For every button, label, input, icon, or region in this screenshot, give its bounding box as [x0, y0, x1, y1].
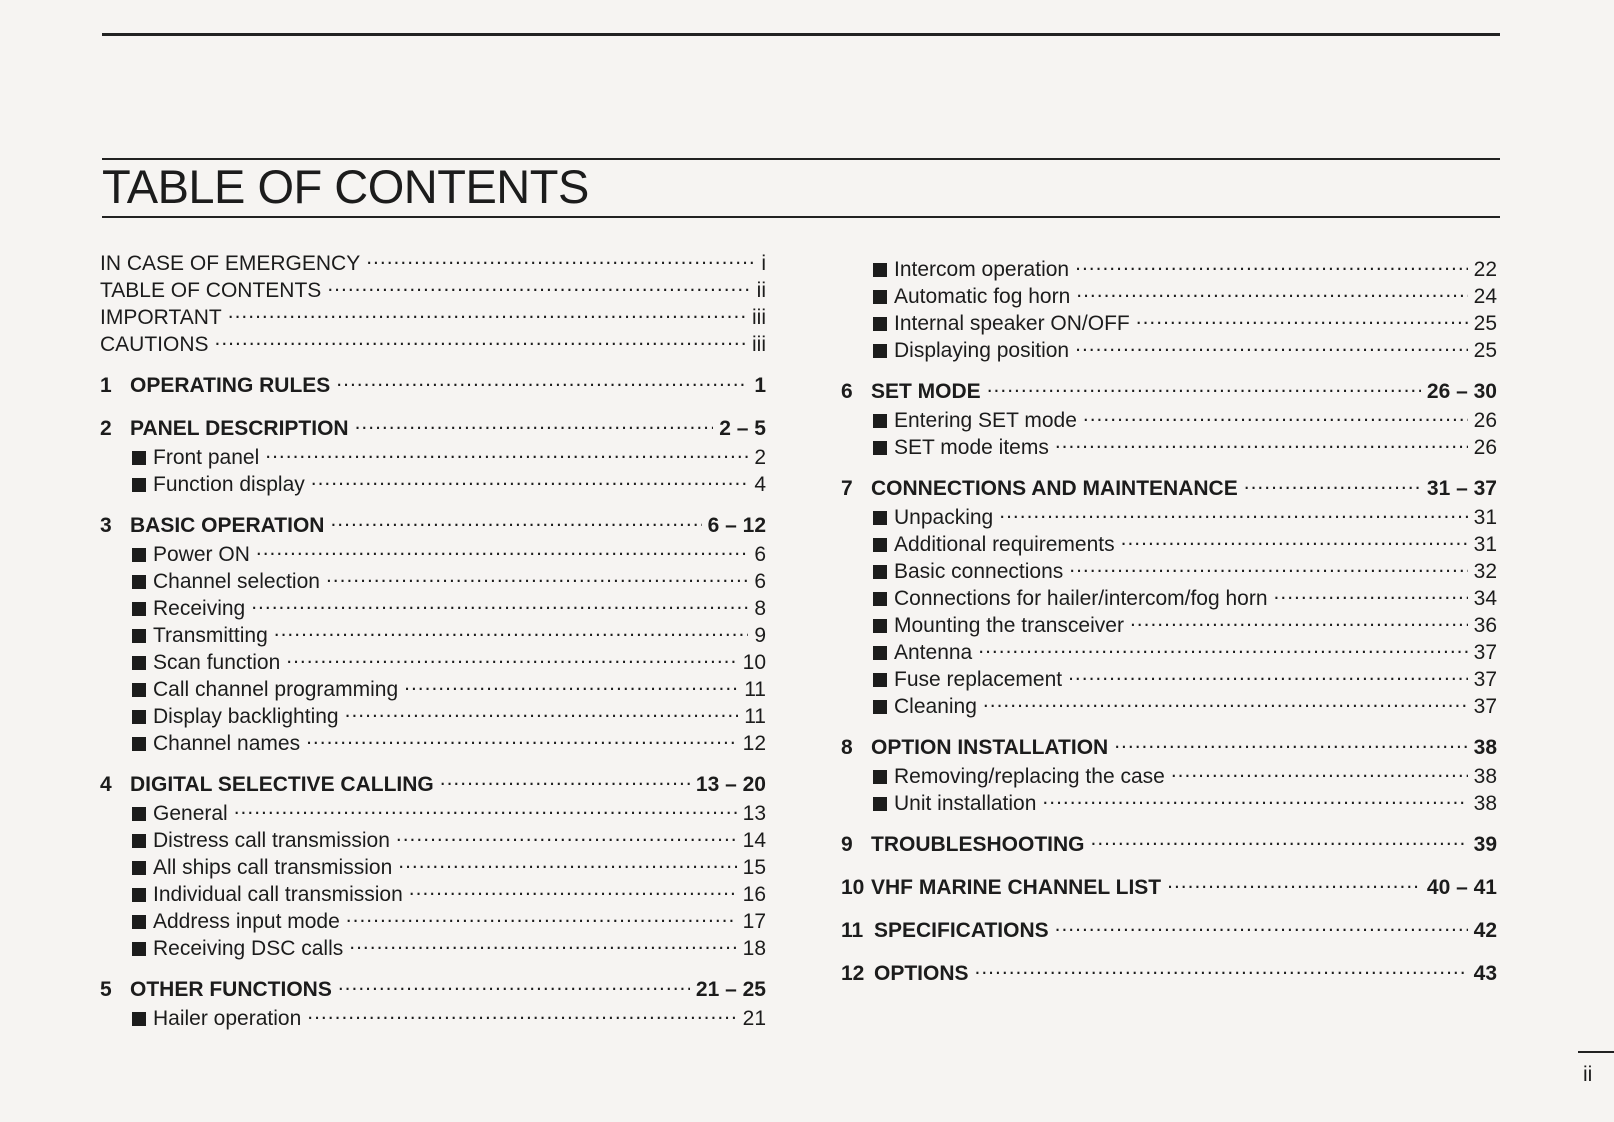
toc-subentry[interactable]	[100, 541, 766, 568]
leader-dots	[330, 512, 701, 532]
square-bullet-icon	[873, 673, 887, 687]
section-label: OPTIONS	[874, 962, 969, 985]
subentry-label: Intercom operation	[894, 258, 1070, 281]
toc-subentry[interactable]	[833, 763, 1497, 790]
subentry-page: 18	[742, 937, 766, 960]
toc-subentry[interactable]	[100, 908, 766, 935]
leader-dots	[1167, 874, 1421, 894]
toc-entry-page: iii	[752, 333, 766, 356]
toc-entry-label: TABLE OF CONTENTS	[100, 279, 322, 302]
section-label: VHF MARINE CHANNEL LIST	[871, 876, 1162, 899]
subentry-page: 14	[742, 829, 766, 852]
subentry-page: 8	[754, 597, 766, 620]
square-bullet-icon	[132, 602, 146, 616]
subentry-page: 37	[1473, 641, 1497, 664]
subentry-page: 10	[742, 651, 766, 674]
leader-dots	[978, 639, 1467, 659]
toc-section-9[interactable]	[833, 831, 1497, 860]
section-page: 43	[1473, 962, 1497, 985]
square-bullet-icon	[873, 263, 887, 277]
subentry-label: Additional requirements	[894, 533, 1115, 556]
leader-dots	[265, 444, 748, 464]
toc-section-4[interactable]	[100, 771, 766, 800]
toc-subentry[interactable]	[100, 854, 766, 881]
toc-entry-page: ii	[756, 279, 766, 302]
toc-right-column	[833, 256, 1497, 989]
section-number: 6	[841, 380, 853, 403]
leader-dots	[311, 471, 749, 491]
subentry-page: 13	[742, 802, 766, 825]
subentry-label: Power ON	[153, 543, 250, 566]
toc-entry-label: IMPORTANT	[100, 306, 222, 329]
subentry-page: 37	[1473, 695, 1497, 718]
leader-dots	[987, 378, 1421, 398]
section-label: OTHER FUNCTIONS	[130, 978, 332, 1001]
toc-subentry[interactable]	[100, 881, 766, 908]
toc-section-5[interactable]	[100, 976, 766, 1005]
subentry-label: Fuse replacement	[894, 668, 1063, 691]
leader-dots	[228, 304, 746, 324]
subentry-label: Front panel	[153, 446, 260, 469]
square-bullet-icon	[132, 548, 146, 562]
section-label: CONNECTIONS AND MAINTENANCE	[871, 477, 1238, 500]
square-bullet-icon	[873, 619, 887, 633]
square-bullet-icon	[132, 915, 146, 929]
subentry-page: 24	[1473, 285, 1497, 308]
leader-dots	[999, 504, 1467, 524]
toc-subentry[interactable]	[100, 703, 766, 730]
toc-subentry[interactable]	[833, 283, 1497, 310]
toc-subentry[interactable]	[100, 622, 766, 649]
toc-subentry[interactable]	[833, 790, 1497, 817]
subentry-page: 15	[742, 856, 766, 879]
toc-section-2[interactable]	[100, 415, 766, 444]
title-rule-bottom	[102, 216, 1500, 218]
subentry-page: 38	[1473, 765, 1497, 788]
toc-subentry[interactable]	[833, 337, 1497, 364]
subentry-page: 12	[742, 732, 766, 755]
square-bullet-icon	[873, 592, 887, 606]
leader-dots	[983, 693, 1468, 713]
toc-subentry[interactable]	[833, 639, 1497, 666]
subentry-label: Channel selection	[153, 570, 320, 593]
leader-dots	[1114, 734, 1467, 754]
section-page: 1	[754, 374, 766, 397]
leader-dots	[396, 827, 737, 847]
toc-entry-label: CAUTIONS	[100, 333, 209, 356]
toc-subentry[interactable]	[833, 407, 1497, 434]
subentry-label: SET mode items	[894, 436, 1049, 459]
subentry-label: Channel names	[153, 732, 301, 755]
leader-dots	[274, 622, 749, 642]
square-bullet-icon	[132, 451, 146, 465]
square-bullet-icon	[873, 290, 887, 304]
toc-subentry[interactable]	[833, 558, 1497, 585]
section-number: 9	[841, 833, 853, 856]
toc-subentry[interactable]	[833, 531, 1497, 558]
subentry-label: Entering SET mode	[894, 409, 1077, 432]
toc-subentry[interactable]	[100, 935, 766, 962]
subentry-label: Basic connections	[894, 560, 1064, 583]
section-number: 3	[100, 514, 112, 537]
section-number: 11	[841, 919, 864, 942]
toc-subentry[interactable]	[100, 444, 766, 471]
subentry-page: 37	[1473, 668, 1497, 691]
page-number-rule	[1578, 1051, 1614, 1053]
leader-dots	[1121, 531, 1468, 551]
subentry-label: Call channel programming	[153, 678, 399, 701]
toc-left-column	[100, 250, 766, 1032]
leader-dots	[1274, 585, 1468, 605]
section-number: 10	[841, 876, 865, 899]
subentry-label: Removing/replacing the case	[894, 765, 1165, 788]
leader-dots	[345, 703, 739, 723]
toc-subentry[interactable]	[100, 676, 766, 703]
toc-subentry[interactable]	[100, 827, 766, 854]
square-bullet-icon	[873, 538, 887, 552]
subentry-page: 6	[754, 543, 766, 566]
toc-section-12[interactable]	[833, 960, 1497, 989]
leader-dots	[404, 676, 738, 696]
toc-section-6[interactable]	[833, 378, 1497, 407]
toc-subentry[interactable]	[833, 504, 1497, 531]
section-number: 4	[100, 773, 112, 796]
subentry-page: 38	[1473, 792, 1497, 815]
leader-dots	[1075, 337, 1468, 357]
square-bullet-icon	[873, 797, 887, 811]
section-label: OPERATING RULES	[130, 374, 331, 397]
leader-dots	[1068, 666, 1468, 686]
subentry-page: 17	[742, 910, 766, 933]
subentry-label: Hailer operation	[153, 1007, 302, 1030]
toc-entry[interactable]	[100, 304, 766, 331]
toc-entry[interactable]	[100, 250, 766, 277]
subentry-page: 25	[1473, 312, 1497, 335]
section-number: 8	[841, 736, 853, 759]
section-page: 6 – 12	[707, 514, 766, 537]
leader-dots	[1069, 558, 1467, 578]
section-label: OPTION INSTALLATION	[871, 736, 1109, 759]
leader-dots	[326, 568, 748, 588]
toc-subentry[interactable]	[833, 693, 1497, 720]
leader-dots	[1055, 434, 1468, 454]
toc-entry-label: IN CASE OF EMERGENCY	[100, 252, 361, 275]
square-bullet-icon	[132, 656, 146, 670]
subentry-page: 4	[754, 473, 766, 496]
toc-section-1[interactable]	[100, 372, 766, 401]
square-bullet-icon	[132, 710, 146, 724]
subentry-label: Function display	[153, 473, 305, 496]
toc-entry-page: iii	[752, 306, 766, 329]
leader-dots	[1244, 475, 1421, 495]
subentry-page: 11	[744, 678, 766, 701]
leader-dots	[336, 372, 748, 392]
section-page: 38	[1473, 736, 1497, 759]
section-number: 1	[100, 374, 112, 397]
toc-subentry[interactable]	[100, 800, 766, 827]
leader-dots	[366, 250, 755, 270]
leader-dots	[251, 595, 748, 615]
section-number: 7	[841, 477, 853, 500]
toc-section-3[interactable]	[100, 512, 766, 541]
square-bullet-icon	[132, 683, 146, 697]
leader-dots	[1055, 917, 1468, 937]
leader-dots	[349, 935, 736, 955]
page-number: ii	[1583, 1063, 1593, 1086]
toc-section-7[interactable]	[833, 475, 1497, 504]
leader-dots	[346, 908, 737, 928]
section-page: 13 – 20	[695, 773, 766, 796]
square-bullet-icon	[873, 344, 887, 358]
leader-dots	[1042, 790, 1467, 810]
square-bullet-icon	[132, 942, 146, 956]
leader-dots	[975, 960, 1468, 980]
subentry-page: 6	[754, 570, 766, 593]
toc-entry-page: i	[761, 252, 766, 275]
toc-subentry[interactable]	[833, 256, 1497, 283]
toc-subentry[interactable]	[833, 666, 1497, 693]
toc-subentry[interactable]	[100, 649, 766, 676]
square-bullet-icon	[132, 478, 146, 492]
square-bullet-icon	[132, 888, 146, 902]
toc-section-11[interactable]	[833, 917, 1497, 946]
square-bullet-icon	[132, 575, 146, 589]
leader-dots	[355, 415, 714, 435]
toc-subentry[interactable]	[100, 471, 766, 498]
leader-dots	[409, 881, 737, 901]
leader-dots	[256, 541, 748, 561]
toc-subentry[interactable]	[100, 595, 766, 622]
subentry-label: Scan function	[153, 651, 281, 674]
section-number: 12	[841, 962, 865, 985]
toc-subentry[interactable]	[833, 612, 1497, 639]
square-bullet-icon	[132, 834, 146, 848]
square-bullet-icon	[873, 511, 887, 525]
toc-subentry[interactable]	[833, 310, 1497, 337]
toc-subentry[interactable]	[100, 730, 766, 757]
leader-dots	[1075, 256, 1468, 276]
square-bullet-icon	[873, 317, 887, 331]
subentry-label: Connections for hailer/intercom/fog horn	[894, 587, 1268, 610]
section-label: TROUBLESHOOTING	[871, 833, 1085, 856]
leader-dots	[1130, 612, 1468, 632]
section-label: PANEL DESCRIPTION	[130, 417, 349, 440]
section-page: 21 – 25	[695, 978, 766, 1001]
square-bullet-icon	[132, 861, 146, 875]
section-number: 5	[100, 978, 112, 1001]
toc-entry[interactable]	[100, 331, 766, 358]
square-bullet-icon	[873, 700, 887, 714]
square-bullet-icon	[132, 737, 146, 751]
section-label: DIGITAL SELECTIVE CALLING	[130, 773, 434, 796]
subentry-page: 26	[1473, 409, 1497, 432]
subentry-page: 25	[1473, 339, 1497, 362]
subentry-label: Address input mode	[153, 910, 340, 933]
subentry-page: 11	[744, 705, 766, 728]
section-page: 39	[1473, 833, 1497, 856]
square-bullet-icon	[873, 441, 887, 455]
section-label: SPECIFICATIONS	[874, 919, 1049, 942]
section-number: 2	[100, 417, 112, 440]
subentry-label: All ships call transmission	[153, 856, 393, 879]
square-bullet-icon	[873, 565, 887, 579]
square-bullet-icon	[132, 629, 146, 643]
toc-subentry[interactable]	[100, 568, 766, 595]
leader-dots	[398, 854, 736, 874]
square-bullet-icon	[132, 1012, 146, 1026]
leader-dots	[1091, 831, 1468, 851]
subentry-label: General	[153, 802, 228, 825]
leader-dots	[215, 331, 746, 351]
subentry-page: 9	[754, 624, 766, 647]
subentry-label: Unit installation	[894, 792, 1037, 815]
subentry-label: Unpacking	[894, 506, 994, 529]
subentry-page: 21	[742, 1007, 766, 1030]
square-bullet-icon	[873, 646, 887, 660]
square-bullet-icon	[132, 807, 146, 821]
leader-dots	[1136, 310, 1468, 330]
section-page: 40 – 41	[1426, 876, 1497, 899]
subentry-label: Internal speaker ON/OFF	[894, 312, 1130, 335]
subentry-label: Transmitting	[153, 624, 268, 647]
section-label: BASIC OPERATION	[130, 514, 325, 537]
toc-subentry[interactable]	[100, 1005, 766, 1032]
leader-dots	[1076, 283, 1467, 303]
subentry-page: 32	[1473, 560, 1497, 583]
subentry-label: Individual call transmission	[153, 883, 403, 906]
subentry-page: 16	[742, 883, 766, 906]
leader-dots	[1171, 763, 1468, 783]
leader-dots	[338, 976, 690, 996]
subentry-label: Display backlighting	[153, 705, 339, 728]
subentry-label: Cleaning	[894, 695, 977, 718]
section-page: 26 – 30	[1426, 380, 1497, 403]
subentry-page: 31	[1473, 533, 1497, 556]
subentry-page: 31	[1473, 506, 1497, 529]
subentry-page: 26	[1473, 436, 1497, 459]
page-title: TABLE OF CONTENTS	[102, 160, 589, 213]
square-bullet-icon	[873, 414, 887, 428]
top-rule	[102, 33, 1500, 36]
subentry-page: 36	[1473, 614, 1497, 637]
square-bullet-icon	[873, 770, 887, 784]
leader-dots	[1083, 407, 1468, 427]
section-label: SET MODE	[871, 380, 981, 403]
toc-entry[interactable]	[100, 277, 766, 304]
leader-dots	[286, 649, 736, 669]
toc-subentry[interactable]	[833, 585, 1497, 612]
leader-dots	[440, 771, 690, 791]
subentry-label: Antenna	[894, 641, 973, 664]
subentry-page: 22	[1473, 258, 1497, 281]
subentry-label: Automatic fog horn	[894, 285, 1071, 308]
section-page: 2 – 5	[719, 417, 766, 440]
section-page: 31 – 37	[1426, 477, 1497, 500]
leader-dots	[327, 277, 750, 297]
subentry-label: Receiving DSC calls	[153, 937, 344, 960]
toc-section-8[interactable]	[833, 734, 1497, 763]
subentry-label: Distress call transmission	[153, 829, 390, 852]
subentry-page: 34	[1473, 587, 1497, 610]
subentry-label: Mounting the transceiver	[894, 614, 1124, 637]
leader-dots	[234, 800, 737, 820]
toc-subentry[interactable]	[833, 434, 1497, 461]
subentry-page: 2	[754, 446, 766, 469]
subentry-label: Displaying position	[894, 339, 1070, 362]
leader-dots	[306, 730, 737, 750]
leader-dots	[307, 1005, 736, 1025]
toc-section-10[interactable]	[833, 874, 1497, 903]
subentry-label: Receiving	[153, 597, 246, 620]
section-page: 42	[1473, 919, 1497, 942]
